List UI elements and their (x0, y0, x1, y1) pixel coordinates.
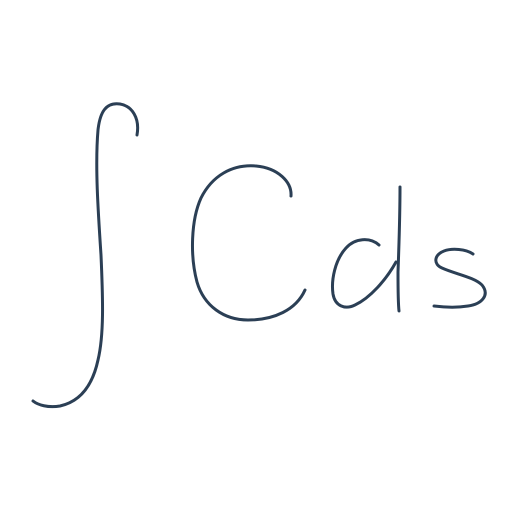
letter-d-stem-stroke (398, 187, 400, 311)
letter-s-stroke (434, 249, 485, 307)
letter-c-stroke (192, 166, 305, 320)
letter-d-bowl-stroke (333, 240, 396, 307)
integral-sign-stroke (33, 104, 138, 407)
